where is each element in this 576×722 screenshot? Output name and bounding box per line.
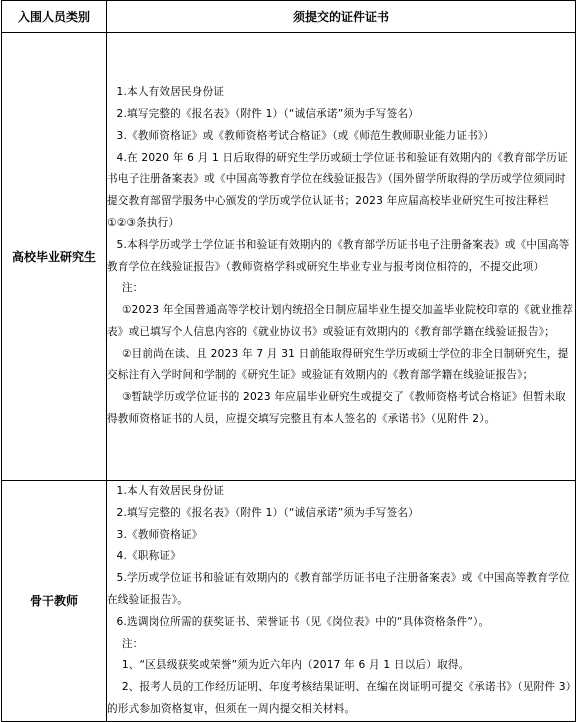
category-key-teacher: 骨干教师 xyxy=(2,481,107,722)
header-certificates: 须提交的证件证书 xyxy=(107,1,576,33)
note-item: ②目前尚在读、且 2023 年 7 月 31 日前能取得研究生学历或硕士学位的非全日制研究生，提交标注有入学时间和学制的《研究生证》或验证有效期内的《教育部学籍在线验证报告》； xyxy=(107,347,569,382)
category-graduate: 高校毕业研究生 xyxy=(2,33,107,481)
list-item: 2.填写完整的《报名表》（附件 1）（“诚信承诺”须为手写签名） xyxy=(116,506,419,519)
list-item: 5.学历或学位证书和验证有效期内的《教育部学历证书电子注册备案表》或《中国高等教育学位在线验证报告》。 xyxy=(107,572,570,606)
note-item: 2、报考人员的工作经历证明、年度考核结果证明、在编在岗证明可提交《承诺书》（见附件 3）的形式参加资格复审，但须在一周内提交相关材料。 xyxy=(107,681,572,715)
list-item: 3.《教师资格证》 xyxy=(116,528,203,541)
table-row-key-teacher xyxy=(2,481,576,722)
requirements-graduate xyxy=(107,33,576,481)
list-item: 4.在 2020 年 6 月 1 日后取得的研究生学历或硕士学位证书和验证有效期内的《教育部学历证书电子注册备案表》或《中国高等教育学位在线验证报告》（国外留学所取得的学历或学位须同时提交教育部留学服务中心颁发的学历或学位认证书；2023 年应届高校毕业研究生可按注释栏①②③条执行） xyxy=(107,151,568,229)
table-row-graduate xyxy=(2,33,576,481)
list-item: 4.《职称证》 xyxy=(116,550,182,563)
requirements-key-teacher xyxy=(107,481,576,722)
note-label: 注： xyxy=(121,282,144,295)
note-item: ①2023 年全国普通高等学校计划内统招全日制应届毕业生提交加盖毕业院校印章的《就业推荐表》或已填写个人信息内容的《就业协议书》或验证有效期内的《教育部学籍在线验证报告》； xyxy=(107,304,574,338)
header-category: 入围人员类别 xyxy=(2,1,107,33)
list-item: 1.本人有效居民身份证 xyxy=(116,485,225,497)
list-item: 1.本人有效居民身份证 xyxy=(116,86,225,99)
table-header-row xyxy=(2,1,576,33)
list-item: 2.填写完整的《报名表》（附件 1）（“诚信承诺”须为手写签名） xyxy=(116,107,419,120)
list-item: 5.本科学历或学士学位证书和验证有效期内的《教育部学历证书电子注册备案表》或《中国高等教育学位在线验证报告》（教师资格学科或研究生毕业专业与报考岗位相符的，不提交此项） xyxy=(107,238,570,273)
list-item: 6.选调岗位所需的获奖证书、荣誉证书（见《岗位表》中的“具体资格条件”）。 xyxy=(116,615,490,628)
note-item: 1、“区县级获奖或荣誉”须为近六年内（2017 年 6 月 1 日以后）取得。 xyxy=(121,659,470,672)
note-item: ③暂缺学历或学位证书的 2023 年应届毕业研究生或提交了《教师资格考试合格证》但暂未取得教师资格证书的人员，应提交填写完整且有本人签名的《承诺书》（见附件 2）。 xyxy=(107,391,566,426)
note-label: 注： xyxy=(121,637,144,650)
certificate-requirements-table xyxy=(1,0,576,722)
list-item: 3.《教师资格证》或《教师资格考试合格证》（或《师范生教师职业能力证书》） xyxy=(116,129,495,142)
